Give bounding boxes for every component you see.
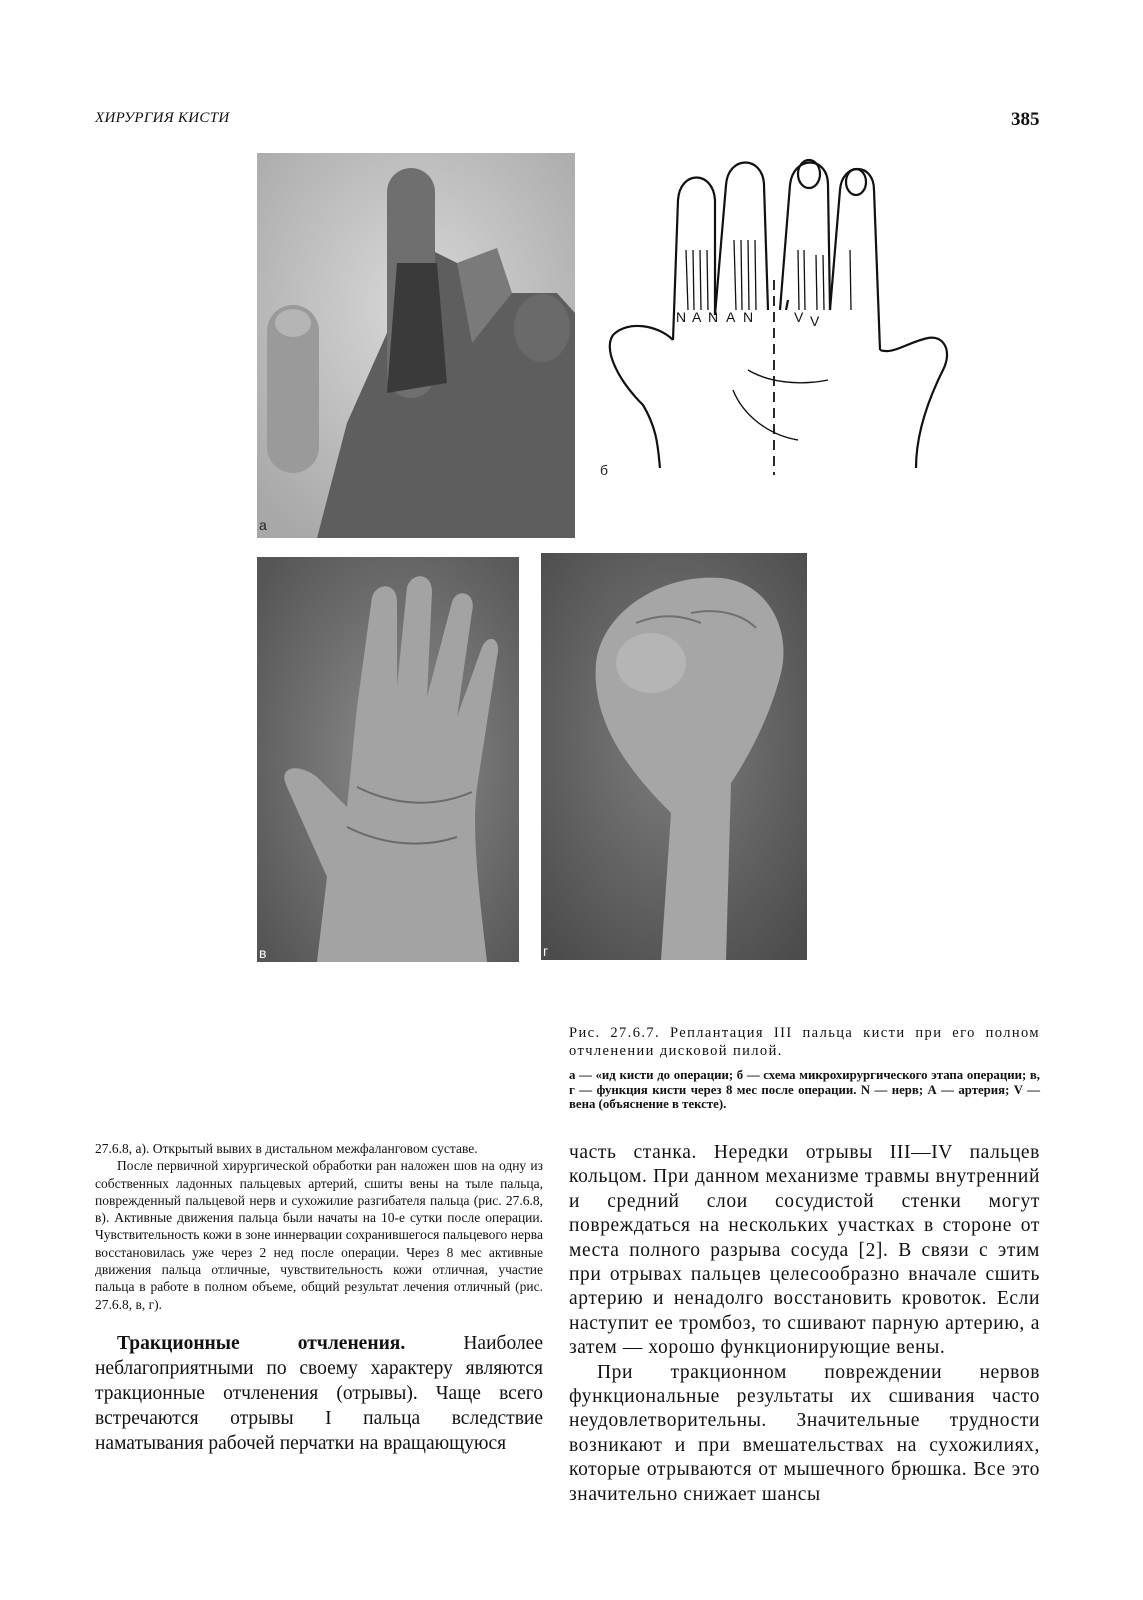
diagram-letter: A [726, 309, 736, 325]
paragraph-text: Наиболее неблагоприятными по своему характеру являются тракционные отчленения (отрывы). Чаще всего встречаются отрывы I пальца вследствие наматывания рабочей перчатки на вращающуюся [95, 1332, 543, 1454]
figure-panel-b-diagram [598, 150, 953, 490]
panel-b-label: б [600, 462, 609, 478]
paragraph-with-heading [95, 1331, 543, 1456]
diagram-letter: V [810, 313, 820, 329]
fist-image [541, 553, 807, 960]
figure-panel-a-photo [257, 153, 575, 538]
paragraph: 27.6.8, а). Открытый вывих в дистальном межфаланговом суставе. [95, 1141, 478, 1156]
diagram-letters [598, 150, 953, 490]
paragraph: После первичной хирургической обработки ран наложен шов на одну из собственных ладонных пальцевых артерий, сшиты вены на тыле пальца, поврежденный пальцевой нерв и сухожилие разгибателя пальца (рис. 27.6.8, в). Активные движения пальца были начаты на 10-е сутки после операции. Чувствительность кожи в зоне иннервации сохранившегося пальцевого нерва восстановилась уже через 2 нед после операции. Через 8 мес активные движения пальца отличные, чувствительность кожи отличная, участие пальца в работе в полном объеме, общий результат лечения отличный (рис. 27.6.8, в, г). [95, 1158, 543, 1312]
diagram-letter: N [708, 309, 719, 325]
diagram-letter: N [676, 309, 687, 325]
right-column [569, 1141, 1040, 1507]
figure-panel-d-photo [541, 553, 807, 960]
left-column [95, 1140, 543, 1456]
figure-panel-c-photo [257, 557, 519, 962]
paragraph: часть станка. Нередки отрывы III—IV пальцев кольцом. При данном механизме травмы внутренний и средний слои сосудистой стенки могут повреждаться на нескольких участках в стороне от места полного разрыва сосуда [2]. В связи с этим при отрывах пальцев целесообразно вначале сшить артерию и ненадолго восстановить кровоток. Если наступит ее тромбоз, то сшивают парную артерию, а затем — хорошо функционирующие вены. [569, 1142, 1040, 1359]
paragraph: При тракционном повреждении нервов функциональные результаты их сшивания часто неудовлетворительны. Значительные трудности возникают и при вмешательствах на сухожилиях, которые отрываются от мышечного брюшка. Все это значительно снижает шансы [569, 1361, 1040, 1505]
open-hand-image [257, 557, 519, 962]
diagram-letter: V [794, 309, 804, 325]
page-number: 385 [1011, 109, 1040, 130]
figure-caption: Рис. 27.6.7. Реплантация III пальца кисти при его полном отчленении дисковой пилой. [569, 1025, 1040, 1059]
panel-c-label: в [259, 945, 267, 961]
diagram-letter: N [743, 309, 754, 325]
section-heading: Тракционные отчленения. [117, 1332, 406, 1354]
figure-caption-legend: а — «ид кисти до операции; б — схема микрохирургического этапа операции; в, г — функция кисти через 8 мес после операции. N — нерв; А — артерия; V — вена (объяснение в тексте). [569, 1068, 1040, 1111]
diagram-letter: A [692, 309, 702, 325]
panel-a-label: а [259, 517, 267, 533]
panel-d-label: г [543, 943, 549, 959]
amputated-finger-image [257, 153, 575, 538]
running-title: ХИРУРГИЯ КИСТИ [95, 110, 230, 126]
